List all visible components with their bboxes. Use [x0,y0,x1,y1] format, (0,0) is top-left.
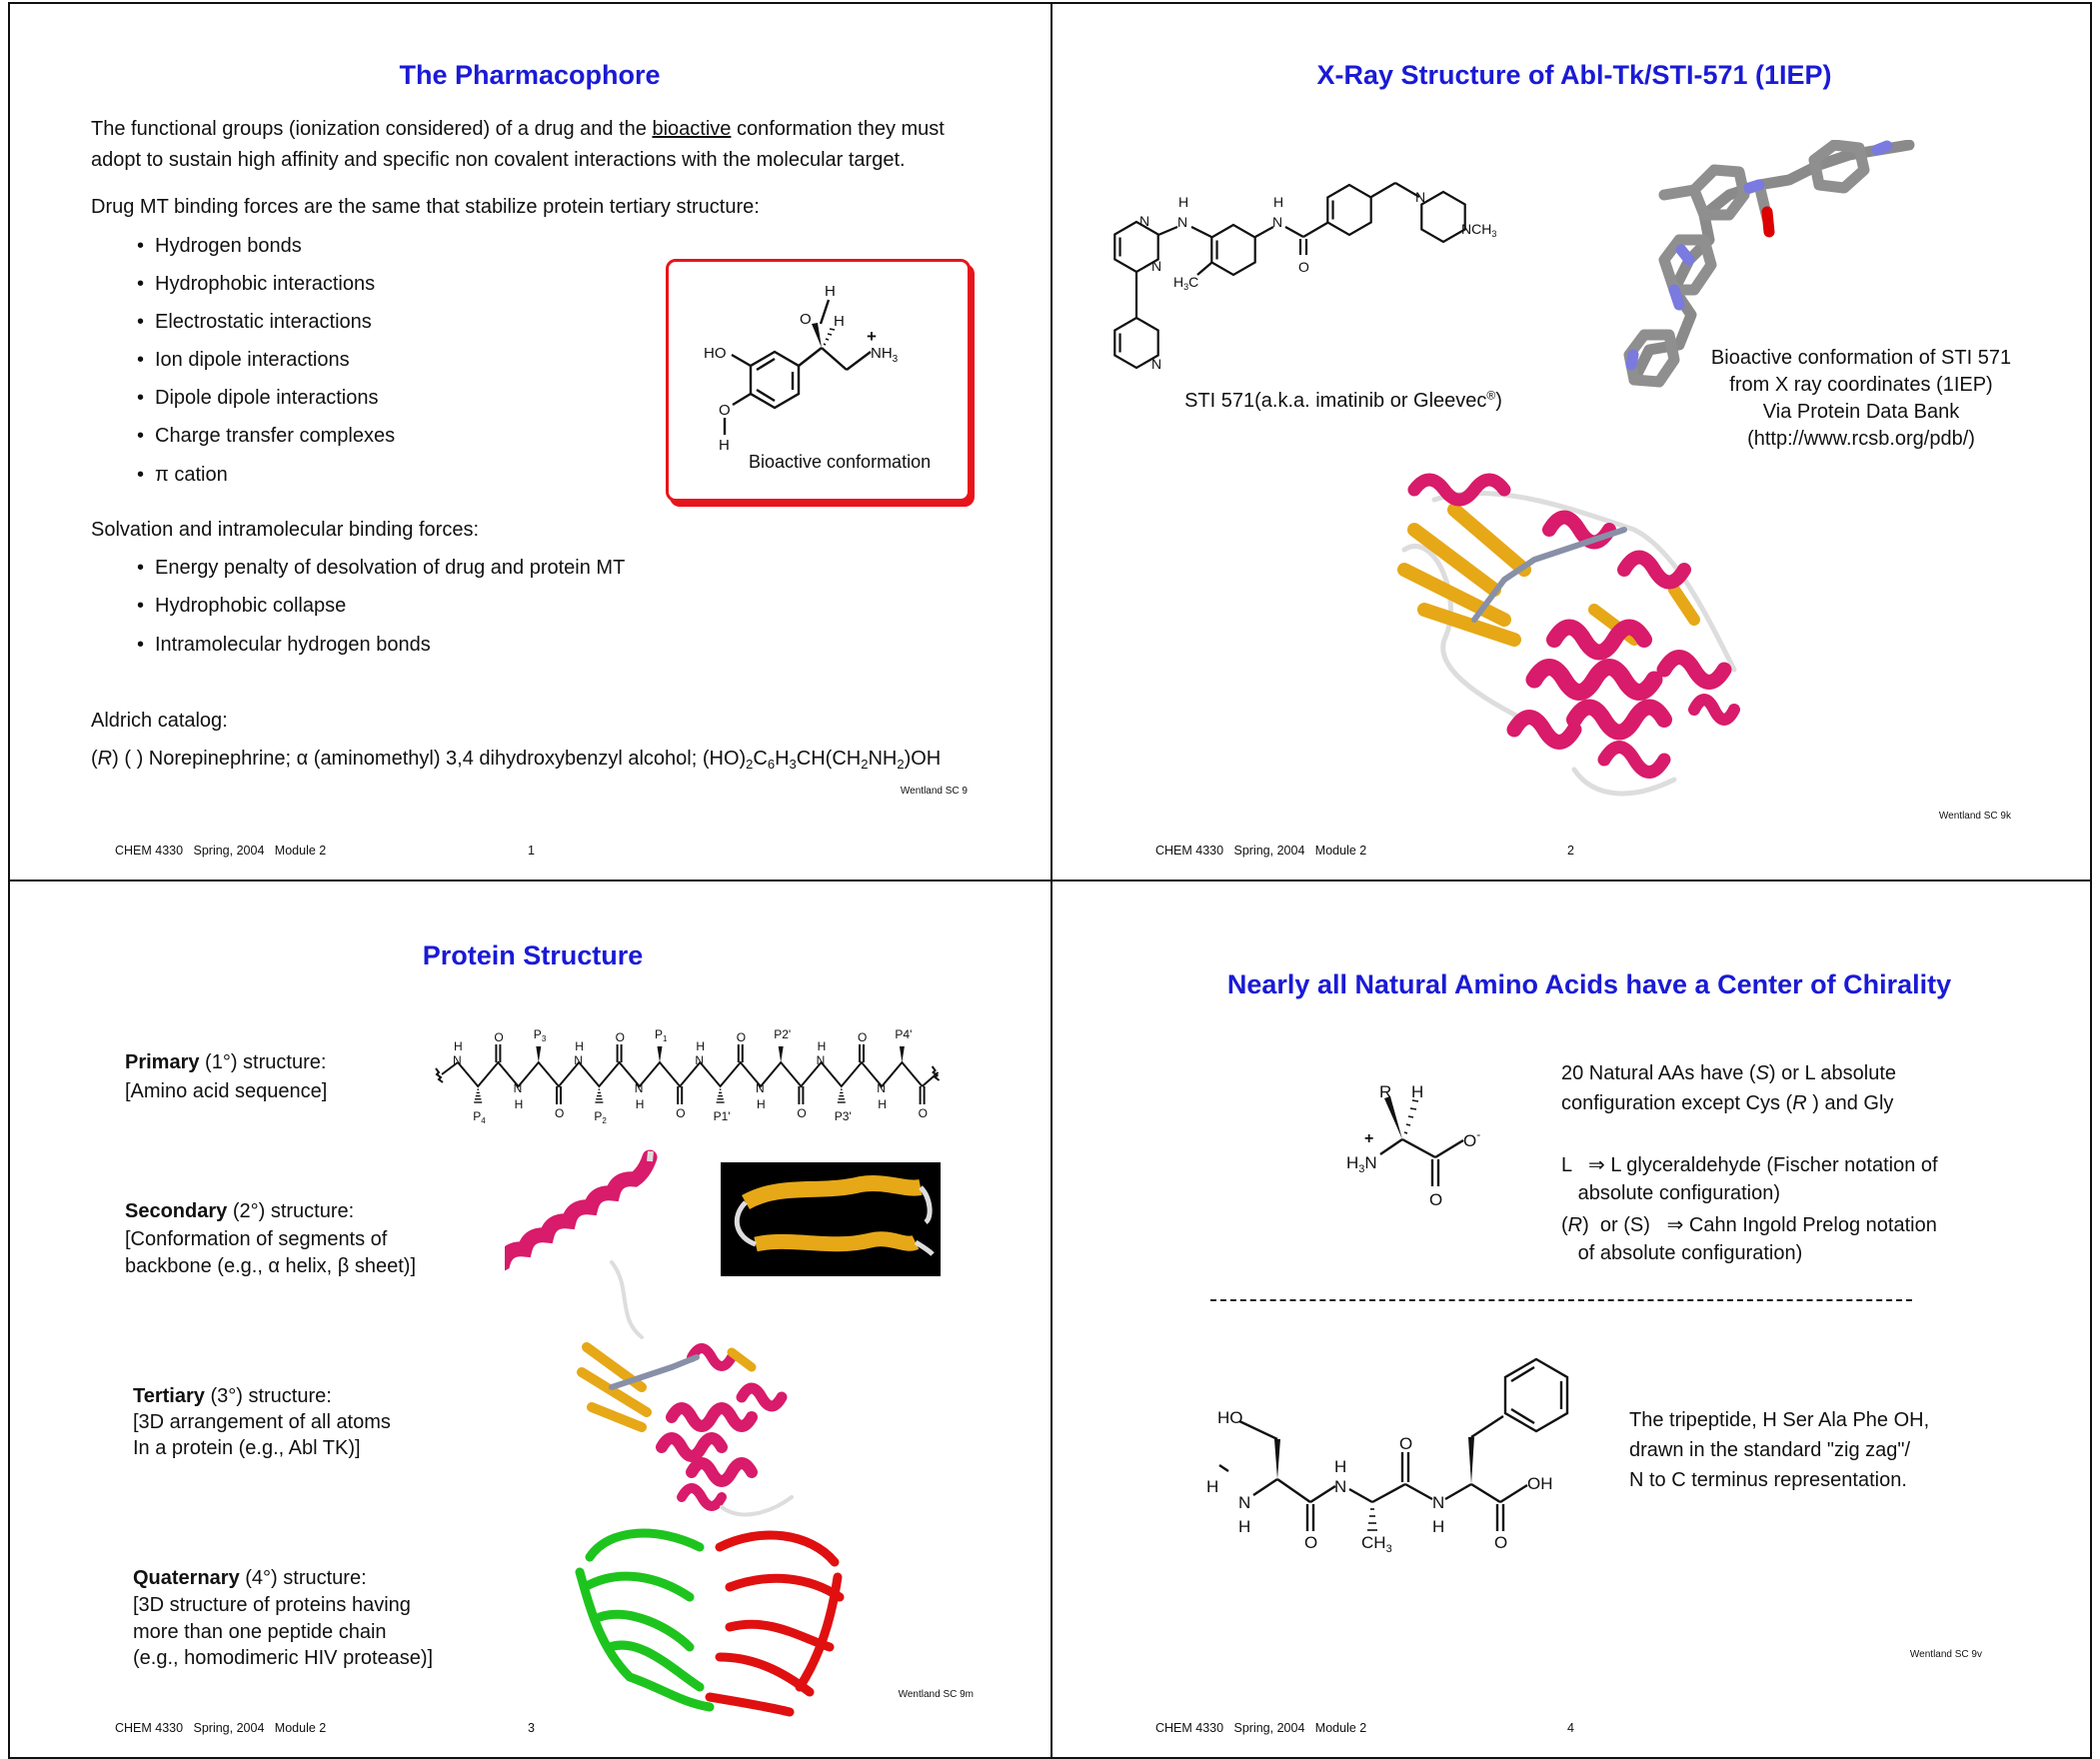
slide-credit: Wentland SC 9v [1909,1649,1982,1660]
residue-label: P3' [834,1109,852,1123]
atom-label: H [878,1097,887,1111]
atom-label: N [1177,214,1188,230]
atom-label: H [1178,194,1189,210]
charge-label: + [867,327,877,346]
atom-label: O [1399,1434,1413,1453]
quaternary-structure-desc: more than one peptide chain [133,1621,387,1643]
chirality-text-line: absolute configuration) [1561,1182,1781,1204]
atom-label: H [514,1097,524,1111]
atom-label: H [719,437,730,454]
page-number: 3 [528,1721,535,1735]
atom-label: N [1151,356,1162,372]
solvation-item: • Energy penalty of desolvation of drug and protein MT [155,557,625,580]
xray-caption-line: (http://www.rcsb.org/pdb/) [1747,428,1975,450]
primary-structure-label: Primary (1°) structure: [125,1051,327,1073]
page-number: 4 [1567,1721,1574,1735]
secondary-structure-desc: [Conformation of segments of [125,1228,388,1250]
atom-label: N [756,1081,765,1095]
xray-caption-line: Bioactive conformation of STI 571 [1710,347,2012,369]
chirality-text-line: configuration except Cys (R ) and Gly [1561,1092,1894,1114]
atom-label: N [816,1053,826,1067]
atom-label: H [1238,1517,1251,1536]
atom-label: O [918,1106,928,1120]
slide-footer: CHEM 4330 Spring, 2004 Module 2 [1155,1721,1367,1735]
page-number: 1 [528,844,535,858]
atom-label: N [1151,258,1162,274]
atom-label: N [1415,189,1426,205]
atom-label: $H_3N$ [1346,1153,1377,1175]
slide-footer: CHEM 4330 Spring, 2004 Module 2 [1155,844,1367,858]
chirality-text-line: 20 Natural AAs have (S) or L absolute [1561,1062,1897,1084]
atom-label: HO [1217,1408,1243,1427]
bioactive-conformation-box [666,259,971,502]
intro-text-end: conformation they must [731,118,945,140]
tertiary-structure-label: Tertiary (3°) structure: [133,1385,332,1407]
atom-label: N [1139,213,1150,229]
xray-caption-line: Via Protein Data Bank [1762,401,1960,423]
intro-line-2: adopt to sustain high affinity and specific non covalent interactions with the molecular target. [91,149,906,171]
box-caption: Bioactive conformation [749,452,932,472]
residue-label: P4' [895,1027,913,1041]
atom-label: O [1304,1533,1318,1552]
atom-label: O [1429,1190,1443,1209]
atom-label: H [817,1039,827,1053]
atom-label: N [574,1053,583,1067]
chirality-text-line: of absolute configuration) [1561,1242,1803,1264]
slide-title: The Pharmacophore [399,60,661,90]
force-item: • Ion dipole interactions [155,349,350,372]
tripeptide-text-line: The tripeptide, H Ser Ala Phe OH, [1629,1409,1930,1431]
solvation-item: • Intramolecular hydrogen bonds [155,634,431,657]
residue-label: P2' [774,1027,792,1041]
atom-label: O [736,1030,747,1044]
forces-heading: Drug MT binding forces are the same that stabilize protein tertiary structure: [91,196,760,218]
atom-label: H [575,1039,584,1053]
atom-label: H [635,1097,645,1111]
atom-label: $H_3C$ [1173,274,1199,292]
atom-label: H [696,1039,706,1053]
atom-label: H [834,313,845,330]
force-item: • π cation [155,464,228,487]
ring [1421,192,1464,242]
atom-label: O [1298,259,1309,275]
backbone-bond [458,1062,923,1086]
atom-label: $NH_3$ [871,345,899,365]
force-item: • Hydrophobic interactions [155,273,375,296]
atom-label: H [757,1097,766,1111]
slide-credit: Wentland SC 9m [898,1689,974,1700]
atom-label: O [797,1106,807,1120]
dashed-divider [1210,1299,1912,1301]
atom-label: H [1411,1082,1424,1101]
residue-label: $P_4$ [473,1109,486,1125]
atom-label: O [858,1030,868,1044]
force-item: • Hydrogen bonds [155,235,302,258]
xray-caption-line: from X ray coordinates (1IEP) [1729,374,1993,396]
slide-credit: Wentland SC 9 [900,786,968,797]
atom-label: OH [1527,1474,1553,1493]
intro-text: The functional groups (ionization considered) of a drug and the [91,118,653,140]
residue-label: $P_1$ [655,1027,668,1043]
atom-label: H [1206,1477,1219,1496]
chirality-text-line: L ⇒ L glyceraldehyde (Fischer notation of [1561,1154,1938,1176]
imatinib-caption: STI 571(a.k.a. imatinib or Gleevec®) [1184,388,1502,412]
atom-label: R [1379,1082,1392,1101]
atom-label: N [877,1081,886,1095]
charge-label: + [1364,1130,1374,1147]
aldrich-formula: (R) ( ) Norepinephrine; α (aminomethyl) 3,4 dihydroxybenzyl alcohol; $(HO)_2C_6H_3CH(CH_2NH_2)OH$ [91,748,942,772]
atom-label: $NCH_3$ [1461,221,1497,239]
atom-label: O [555,1106,565,1120]
chain-break-icon [436,1068,443,1082]
quaternary-structure-desc: [3D structure of proteins having [133,1594,411,1616]
atom-label: H [454,1039,463,1053]
atom-label: O [1494,1533,1508,1552]
tripeptide-structure [1189,1339,1589,1569]
atom-label: N [695,1053,705,1067]
primary-structure-desc: [Amino acid sequence] [125,1080,328,1102]
secondary-structure-desc: backbone (e.g., α helix, β sheet)] [125,1255,416,1277]
atom-label: H [1334,1457,1347,1476]
residue-label: $P_2$ [594,1109,607,1125]
tertiary-protein-image [572,1257,822,1527]
atom-label: N [453,1053,462,1067]
amino-acid-structure [1329,1074,1509,1224]
atom-label: HO [704,345,727,362]
slide-footer: CHEM 4330 Spring, 2004 Module 2 [115,844,327,858]
bioactive-underlined: bioactive [652,118,732,140]
slide-title: X-Ray Structure of Abl-Tk/STI-571 (1IEP) [1316,60,1832,90]
force-item: • Electrostatic interactions [155,311,372,334]
ring [1327,185,1370,235]
slide-footer: CHEM 4330 Spring, 2004 Module 2 [115,1721,327,1735]
peptide-backbone-structure [420,1019,980,1129]
atom-label: $CH_3$ [1361,1533,1392,1555]
atom-label: N [1432,1493,1445,1512]
secondary-structure-label: Secondary (2°) structure: [125,1200,355,1222]
aldrich-heading: Aldrich catalog: [91,710,228,732]
intro-line-1 [91,118,945,141]
quaternary-structure-label: Quaternary (4°) structure: [133,1567,367,1589]
ring [1211,225,1254,275]
residue-label: $P_3$ [533,1027,547,1043]
atom-label: N [1238,1493,1251,1512]
atom-label: O [615,1030,625,1044]
atom-label: O [800,311,812,328]
slide-credit: Wentland SC 9k [1938,811,2011,822]
atom-label: O- [1463,1127,1481,1150]
atom-label: N [1272,214,1283,230]
atom-label: N [1334,1477,1347,1496]
slide-title: Nearly all Natural Amino Acids have a Center of Chirality [1226,969,1952,999]
atom-label: H [825,283,836,300]
atom-label: N [513,1081,523,1095]
tripeptide-text-line: drawn in the standard "zig zag"/ [1629,1439,1911,1461]
quaternary-structure-desc: (e.g., homodimeric HIV protease)] [133,1647,434,1669]
atom-label: H [1273,194,1284,210]
atom-label: O [676,1106,686,1120]
slide-title: Protein Structure [422,940,644,970]
atom-label: N [634,1081,644,1095]
atom-label: H [1432,1517,1445,1536]
force-item: • Dipole dipole interactions [155,387,378,410]
protein-ribbon-abl-tk [1374,470,1804,820]
residue-label: P1' [713,1109,731,1123]
tertiary-structure-desc: [3D arrangement of all atoms [133,1411,391,1433]
chirality-text-line: (R) or (S) ⇒ Cahn Ingold Prelog notation [1561,1214,1937,1236]
page-number: 2 [1567,844,1574,858]
tertiary-structure-desc: In a protein (e.g., Abl TK)] [133,1437,361,1459]
solvation-heading: Solvation and intramolecular binding forces: [91,519,479,541]
hiv-protease-dimer-image [570,1517,850,1717]
imatinib-structure [1089,165,1529,390]
tripeptide-text-line: N to C terminus representation. [1629,1469,1907,1491]
atom-label: O [719,402,731,419]
slide-4-frame [1050,880,2092,1759]
force-item: • Charge transfer complexes [155,425,395,448]
solvation-item: • Hydrophobic collapse [155,595,346,618]
atom-label: O [494,1030,504,1044]
